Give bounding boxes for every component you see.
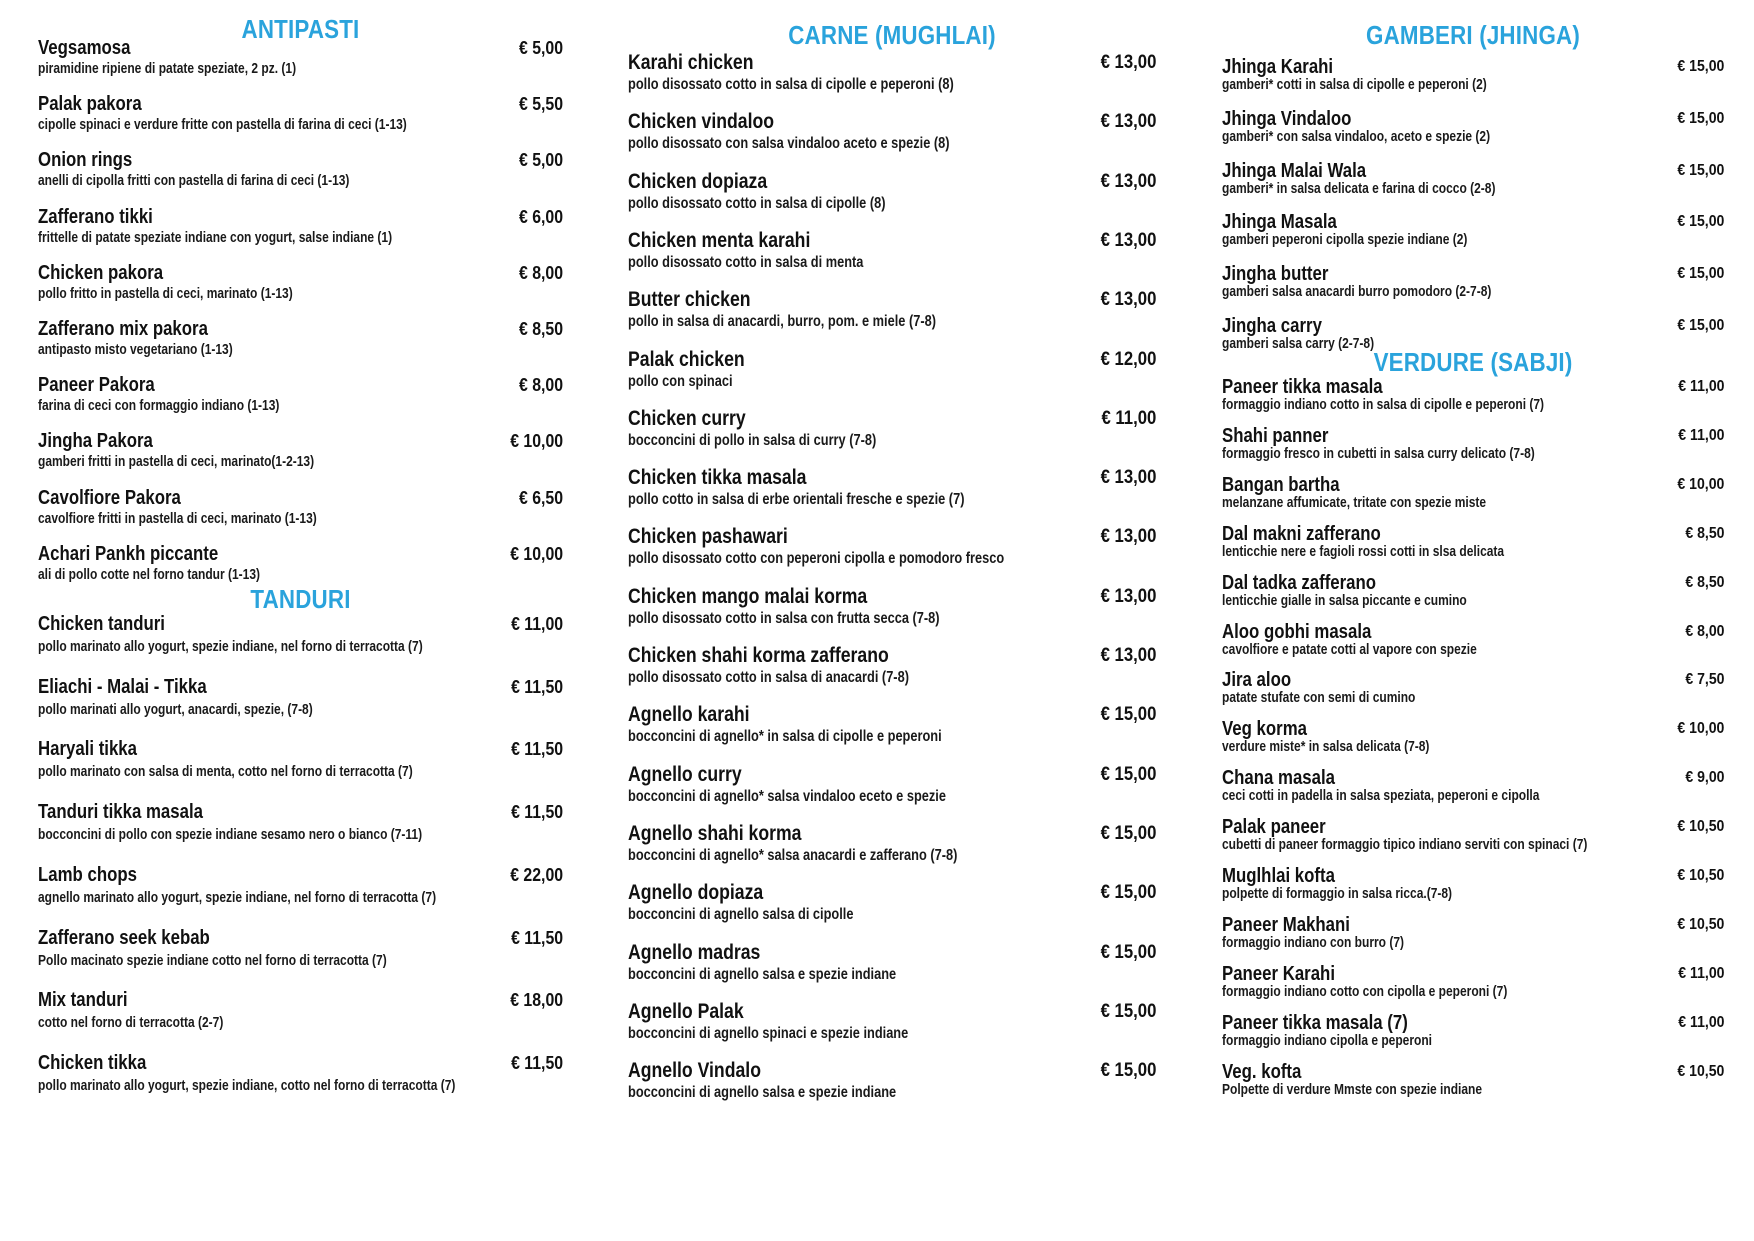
menu-item-description: cavolfiore e patate cotti al vapore con spezie	[1222, 640, 1477, 658]
menu-item-description: formaggio indiano cotto con cipolla e peperoni (7)	[1222, 982, 1508, 1000]
menu-item-name: Jira aloo	[1222, 669, 1292, 692]
menu-item-price: € 11,50	[511, 739, 563, 760]
menu-item-name: Agnello curry	[628, 762, 742, 786]
menu-item-name: Veg. kofta	[1222, 1060, 1302, 1083]
menu-item-description: cubetti di paneer formaggio tipico indiano serviti con spinaci (7)	[1222, 836, 1588, 854]
section-heading-antipasti: ANTIPASTI	[241, 14, 360, 44]
menu-item-name: Agnello karahi	[628, 703, 750, 727]
menu-item-price: € 15,00	[1677, 213, 1724, 231]
menu-item-description: lenticchie nere e fagioli rossi cotti in slsa delicata	[1222, 542, 1505, 560]
menu-item-description: bocconcini di pollo in salsa di curry (7-8)	[628, 431, 877, 449]
menu-item-name: Haryali tikka	[38, 738, 138, 761]
menu-item-description: agnello marinato allo yogurt, spezie indiane, nel forno di terracotta (7)	[38, 888, 437, 906]
menu-item-name: Mix tanduri	[38, 989, 128, 1012]
menu-item-name: Chicken shahi korma zafferano	[628, 644, 889, 667]
menu-item-description: verdure miste* in salsa delicata (7-8)	[1222, 738, 1430, 756]
menu-item-description: cotto nel forno di terracotta (2-7)	[38, 1014, 224, 1032]
menu-item-price: € 15,00	[1100, 704, 1156, 726]
menu-item-price: € 15,00	[1100, 763, 1156, 785]
menu-item-description: gamberi* cotti in salsa di cipolle e peperoni (2)	[1222, 76, 1487, 93]
menu-item-description: frittelle di patate speziate indiane con yogurt, salse indiane (1)	[38, 228, 393, 246]
menu-item-name: Butter chicken	[628, 288, 751, 312]
menu-item-name: Jhinga Malai Wala	[1222, 159, 1367, 182]
menu-item-name: Chicken pakora	[38, 261, 164, 284]
menu-item-name: Karahi chicken	[628, 51, 754, 74]
menu-item-price: € 11,00	[1677, 964, 1724, 982]
menu-item-name: Veg korma	[1222, 718, 1307, 741]
menu-item-price: € 18,00	[510, 990, 563, 1011]
menu-item-price: € 6,50	[518, 487, 563, 508]
menu-item-name: Palak paneer	[1222, 816, 1326, 839]
menu-item-name: Dal tadka zafferano	[1222, 571, 1377, 594]
menu-item-description: ali di pollo cotte nel forno tandur (1-13)	[38, 565, 261, 583]
menu-item-price: € 13,00	[1100, 111, 1156, 133]
menu-item-name: Paneer tikka masala (7)	[1222, 1011, 1408, 1034]
menu-item-price: € 5,00	[518, 150, 563, 171]
menu-item-name: Cavolfiore Pakora	[38, 486, 181, 509]
menu-item-description: pollo disossato con salsa vindaloo aceto e spezie (8)	[628, 135, 950, 153]
menu-item-name: Agnello Palak	[628, 999, 744, 1023]
menu-item-name: Lamb chops	[38, 863, 137, 886]
menu-item-description: bocconcini di agnello salsa e spezie indiane	[628, 965, 897, 983]
menu-item-price: € 11,50	[511, 1052, 563, 1073]
menu-item-name: Paneer Pakora	[38, 374, 155, 397]
menu-item-description: bocconcini di agnello* salsa anacardi e zafferano (7-8)	[628, 846, 958, 864]
menu-item-description: bocconcini di agnello salsa di cipolle	[628, 906, 854, 924]
menu-item-price: € 15,00	[1100, 941, 1156, 963]
menu-item-price: € 11,00	[1677, 426, 1724, 444]
menu-item-description: Polpette di verdure Mmste con spezie indiane	[1222, 1080, 1483, 1098]
section-heading-gamberi: GAMBERI (JHINGA)	[1366, 20, 1580, 50]
menu-item-description: polpette di formaggio in salsa ricca.(7-8)	[1222, 885, 1453, 902]
menu-item-name: Chicken dopiaza	[628, 169, 768, 193]
menu-item-description: pollo marinato con salsa di menta, cotto nel forno di terracotta (7)	[38, 763, 413, 781]
menu-item-name: Jingha Pakora	[38, 430, 153, 453]
menu-item-price: € 15,00	[1677, 58, 1724, 75]
menu-item-description: pollo con spinaci	[628, 372, 733, 390]
menu-item-description: bocconcini di pollo con spezie indiane sesamo nero o bianco (7-11)	[38, 826, 423, 844]
menu-item-price: € 10,00	[510, 431, 563, 452]
menu-item-price: € 10,00	[1677, 720, 1724, 738]
menu-item-description: cipolle spinaci e verdure fritte con pastella di farina di ceci (1-13)	[38, 116, 407, 134]
menu-item-name: Agnello madras	[628, 940, 761, 964]
menu-item-price: € 8,50	[518, 319, 563, 339]
menu-item-name: Jingha butter	[1222, 263, 1329, 286]
menu-item-price: € 15,00	[1677, 109, 1724, 127]
menu-item-name: Chicken tikka masala	[628, 466, 807, 490]
menu-item-name: Agnello dopiaza	[628, 881, 764, 905]
menu-item-description: gamberi* con salsa vindaloo, aceto e spezie (2)	[1222, 127, 1491, 145]
menu-item-description: formaggio indiano cipolla e peperoni	[1222, 1031, 1433, 1049]
menu-item-price: € 13,00	[1100, 289, 1156, 311]
menu-item-price: € 11,50	[511, 676, 563, 697]
menu-item-name: Paneer Karahi	[1222, 962, 1335, 985]
menu-item-name: Paneer Makhani	[1222, 913, 1350, 936]
menu-item-name: Jhinga Masala	[1222, 211, 1337, 234]
menu-item-price: € 11,00	[1677, 1013, 1724, 1031]
menu-item-description: pollo fritto in pastella di ceci, marinato (1-13)	[38, 284, 293, 302]
menu-item-description: bocconcini di agnello* salsa vindaloo eceto e spezie	[628, 787, 946, 805]
menu-item-price: € 13,00	[1100, 229, 1156, 251]
menu-item-price: € 15,00	[1677, 317, 1724, 334]
menu-item-name: Chicken vindaloo	[628, 110, 775, 134]
menu-item-description: lenticchie gialle in salsa piccante e cumino	[1222, 591, 1467, 609]
menu-item-name: Zafferano mix pakora	[38, 318, 208, 340]
menu-item-description: gamberi salsa anacardi burro pomodoro (2-7-8)	[1222, 283, 1492, 301]
menu-item-name: Muglhlai kofta	[1222, 865, 1335, 887]
menu-item-price: € 8,00	[518, 375, 563, 396]
menu-item-name: Chicken tikka	[38, 1051, 147, 1074]
menu-item-price: € 15,00	[1100, 1060, 1156, 1082]
menu-item-price: € 8,50	[1684, 524, 1724, 542]
menu-item-description: formaggio indiano con burro (7)	[1222, 933, 1404, 951]
menu-item-name: Chicken mango malai korma	[628, 584, 868, 608]
menu-item-description: pollo cotto in salsa di erbe orientali fresche e spezie (7)	[628, 491, 965, 509]
menu-item-price: € 15,00	[1677, 161, 1724, 179]
menu-item-price: € 5,00	[518, 38, 563, 58]
menu-item-price: € 5,50	[518, 94, 563, 115]
menu-item-name: Agnello Vindalo	[628, 1059, 761, 1083]
menu-item-name: Eliachi - Malai - Tikka	[38, 675, 207, 698]
menu-item-name: Chana masala	[1222, 767, 1335, 790]
menu-item-price: € 11,50	[511, 927, 563, 948]
menu-item-price: € 13,00	[1100, 585, 1156, 607]
menu-item-price: € 9,00	[1684, 769, 1724, 787]
menu-item-name: Jingha carry	[1222, 315, 1322, 337]
menu-item-price: € 15,00	[1100, 822, 1156, 844]
menu-item-description: piramidine ripiene di patate speziate, 2 pz. (1)	[38, 60, 297, 77]
menu-item-price: € 11,00	[1677, 378, 1724, 395]
menu-item-description: gamberi* in salsa delicata e farina di cocco (2-8)	[1222, 179, 1496, 197]
menu-item-description: bocconcini di agnello salsa e spezie indiane	[628, 1084, 897, 1102]
menu-item-name: Onion rings	[38, 149, 133, 172]
menu-item-description: gamberi salsa carry (2-7-8)	[1222, 335, 1375, 352]
menu-item-price: € 6,00	[518, 206, 563, 227]
menu-item-price: € 10,50	[1677, 867, 1724, 884]
menu-item-price: € 10,00	[1677, 475, 1724, 493]
menu-item-description: gamberi fritti in pastella di ceci, marinato(1-2-13)	[38, 453, 315, 471]
menu-item-name: Vegsamosa	[38, 37, 131, 59]
menu-item-description: pollo disossato cotto in salsa di cipolle (8)	[628, 194, 886, 212]
menu-item-price: € 15,00	[1677, 265, 1724, 283]
menu-item-description: gamberi peperoni cipolla spezie indiane (2)	[1222, 231, 1468, 249]
menu-item-name: Chicken tanduri	[38, 613, 165, 635]
menu-item-price: € 10,50	[1677, 818, 1724, 836]
menu-item-description: cavolfiore fritti in pastella di ceci, marinato (1-13)	[38, 509, 317, 527]
menu-item-description: pollo disossato cotto in salsa di anacardi (7-8)	[628, 669, 909, 686]
menu-item-description: melanzane affumicate, tritate con spezie miste	[1222, 493, 1487, 511]
menu-item-name: Tanduri tikka masala	[38, 801, 203, 824]
menu-item-price: € 11,50	[511, 802, 563, 823]
menu-item-price: € 15,00	[1100, 882, 1156, 904]
menu-item-price: € 13,00	[1100, 526, 1156, 548]
section-heading-carne: CARNE (MUGHLAI)	[788, 20, 996, 50]
section-heading-tanduri: TANDURI	[250, 584, 351, 614]
menu-item-price: € 11,00	[511, 614, 563, 634]
menu-item-description: antipasto misto vegetariano (1-13)	[38, 341, 233, 358]
menu-item-name: Agnello shahi korma	[628, 821, 802, 845]
menu-item-price: € 13,00	[1100, 170, 1156, 192]
menu-item-price: € 22,00	[510, 864, 563, 885]
menu-item-price: € 10,00	[510, 543, 563, 564]
menu-item-description: bocconcini di agnello* in salsa di cipolle e peperoni	[628, 728, 942, 746]
menu-item-description: formaggio fresco in cubetti in salsa curry delicato (7-8)	[1222, 444, 1535, 462]
menu-item-description: anelli di cipolla fritti con pastella di farina di ceci (1-13)	[38, 172, 350, 190]
menu-item-name: Bangan bartha	[1222, 473, 1340, 496]
menu-item-description: pollo disossato cotto in salsa di cipolle e peperoni (8)	[628, 76, 954, 93]
menu-item-price: € 13,00	[1100, 52, 1156, 73]
menu-item-name: Palak pakora	[38, 93, 142, 116]
menu-item-name: Jhinga Karahi	[1222, 56, 1334, 78]
menu-item-description: bocconcini di agnello spinaci e spezie indiane	[628, 1024, 909, 1042]
menu-item-name: Paneer tikka masala	[1222, 376, 1383, 398]
menu-item-name: Zafferano tikki	[38, 205, 153, 228]
menu-item-description: Pollo macinato spezie indiane cotto nel forno di terracotta (7)	[38, 951, 387, 969]
menu-item-price: € 13,00	[1100, 467, 1156, 489]
menu-item-name: Chicken menta karahi	[628, 228, 811, 252]
menu-item-name: Jhinga Vindaloo	[1222, 107, 1352, 130]
menu-item-description: pollo disossato cotto in salsa di menta	[628, 253, 864, 271]
menu-item-name: Shahi panner	[1222, 424, 1329, 447]
menu-item-name: Aloo gobhi masala	[1222, 620, 1372, 643]
section-heading-verdure: VERDURE (SABJI)	[1373, 347, 1573, 377]
menu-item-price: € 8,00	[1684, 622, 1724, 640]
menu-item-name: Palak chicken	[628, 347, 745, 371]
menu-item-name: Zafferano seek kebab	[38, 926, 210, 949]
menu-item-name: Achari Pankh piccante	[38, 542, 219, 565]
menu-item-price: € 11,00	[1101, 407, 1156, 429]
menu-item-description: pollo marinato allo yogurt, spezie indiane, nel forno di terracotta (7)	[38, 638, 423, 655]
menu-item-price: € 10,50	[1677, 915, 1724, 933]
menu-item-name: Chicken curry	[628, 406, 746, 430]
menu-item-description: pollo marinato allo yogurt, spezie indiane, cotto nel forno di terracotta (7)	[38, 1076, 456, 1094]
menu-item-name: Dal makni zafferano	[1222, 522, 1381, 545]
menu-item-price: € 8,00	[518, 262, 563, 283]
menu-item-price: € 12,00	[1100, 348, 1156, 370]
menu-item-description: pollo in salsa di anacardi, burro, pom. e miele (7-8)	[628, 313, 936, 331]
menu-item-description: patate stufate con semi di cumino	[1222, 689, 1416, 707]
menu-item-price: € 10,50	[1677, 1062, 1724, 1080]
menu-item-price: € 7,50	[1684, 671, 1724, 689]
menu-item-description: ceci cotti in padella in salsa speziata, peperoni e cipolla	[1222, 787, 1540, 805]
menu-item-description: farina di ceci con formaggio indiano (1-13)	[38, 397, 280, 415]
menu-item-description: pollo disossato cotto con peperoni cipolla e pomodoro fresco	[628, 550, 1005, 568]
menu-item-price: € 8,50	[1684, 573, 1724, 591]
menu-item-price: € 15,00	[1100, 1000, 1156, 1022]
menu-item-description: formaggio indiano cotto in salsa di cipolle e peperoni (7)	[1222, 396, 1545, 413]
menu-item-description: pollo disossato cotto in salsa con frutta secca (7-8)	[628, 609, 940, 627]
menu-item-name: Chicken pashawari	[628, 525, 788, 549]
menu-item-description: pollo marinati allo yogurt, anacardi, spezie, (7-8)	[38, 700, 313, 718]
menu-item-price: € 13,00	[1100, 645, 1156, 666]
